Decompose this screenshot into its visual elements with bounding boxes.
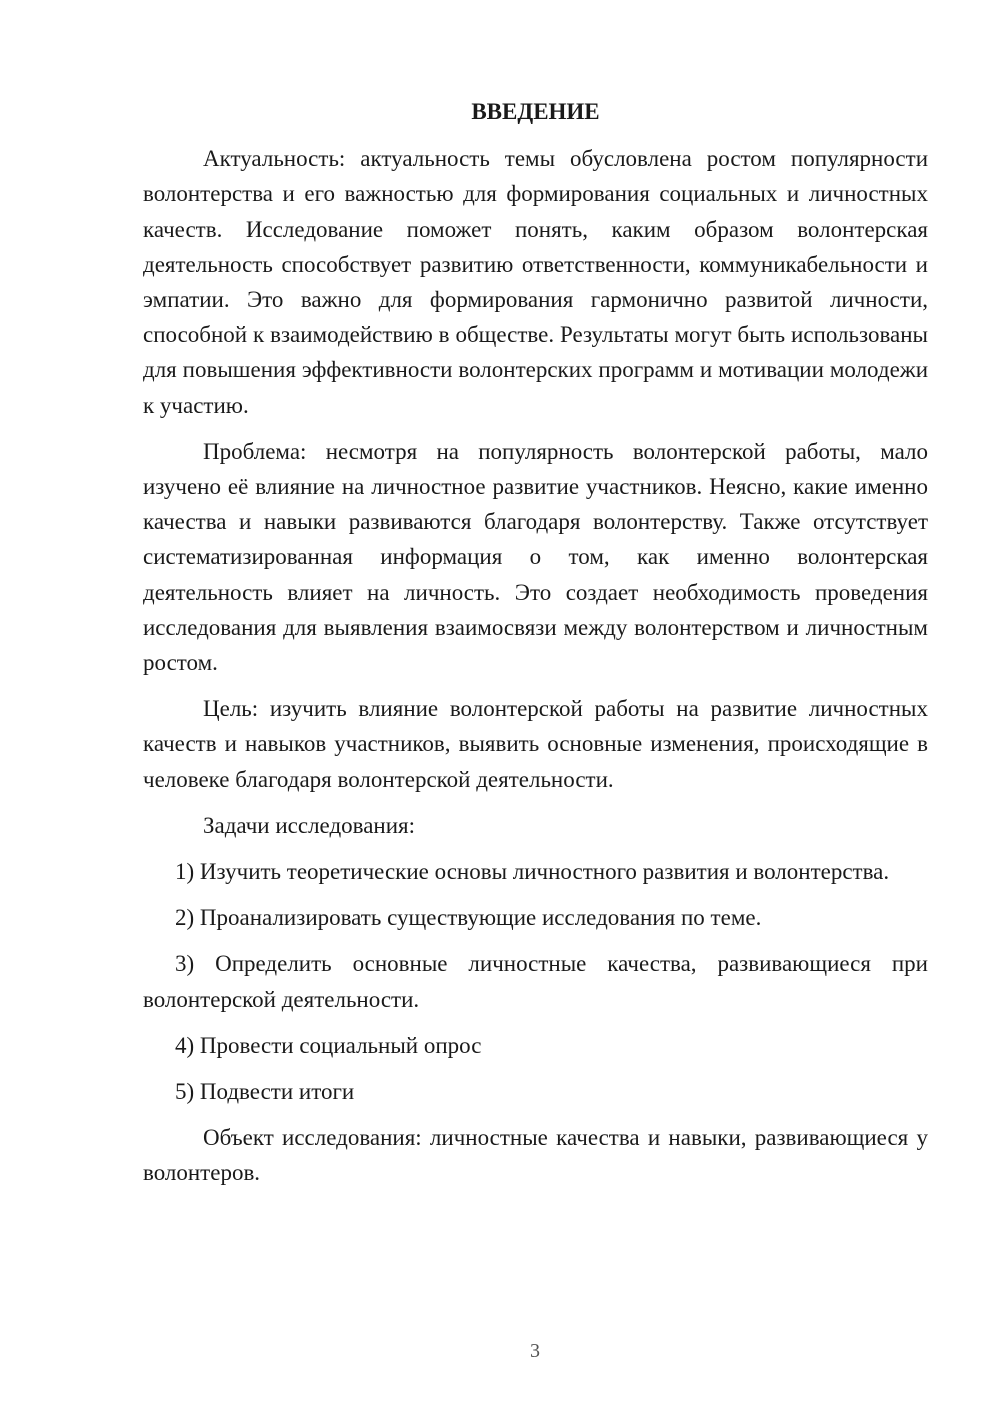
- paragraph-problem: Проблема: несмотря на популярность волонтерской работы, мало изучено её влияние на личностное развитие участников. Неясно, какие именно качества и навыки развиваются благодаря волонтерству. Также отсутствует систематизированная информация о том, как именно волонтерская деятельность влияет на личность. Это создает необходимость проведения исследования для выявления взаимосвязи между волонтерством и личностным ростом.: [143, 438, 928, 676]
- task-item-1: 1) Изучить теоретические основы личностного развития и волонтерства.: [175, 859, 890, 885]
- task-item-4: 4) Провести социальный опрос: [175, 1032, 482, 1058]
- task-item-3: 3) Определить основные личностные качества, развивающиеся при волонтерской деятельности.: [143, 951, 928, 1012]
- paragraph-goal: Цель: изучить влияние волонтерской работы на развитие личностных качеств и навыков участников, выявить основные изменения, происходящие в человеке благодаря волонтерской деятельности.: [143, 696, 928, 792]
- page-content: [143, 94, 928, 1202]
- section-heading: ВВЕДЕНИЕ: [471, 99, 600, 124]
- paragraph-object: Объект исследования: личностные качества и навыки, развивающиеся у волонтеров.: [143, 1125, 928, 1186]
- page-number: 3: [530, 1340, 540, 1362]
- paragraph-relevance: Актуальность: актуальность темы обусловлена ростом популярности волонтерства и его важностью для формирования социальных и личностных качеств. Исследование поможет понять, каким образом волонтерская деятельность способствует развитию ответственности, коммуникабельности и эмпатии. Это важно для формирования гармонично развитой личности, способной к взаимодействию в обществе. Результаты могут быть использованы для повышения эффективности волонтерских программ и мотивации молодежи к участию.: [143, 146, 928, 418]
- task-item-5: 5) Подвести итоги: [175, 1079, 355, 1105]
- task-item-2: 2) Проанализировать существующие исследования по теме.: [175, 905, 762, 931]
- paragraph-tasks-heading: Задачи исследования:: [203, 812, 416, 838]
